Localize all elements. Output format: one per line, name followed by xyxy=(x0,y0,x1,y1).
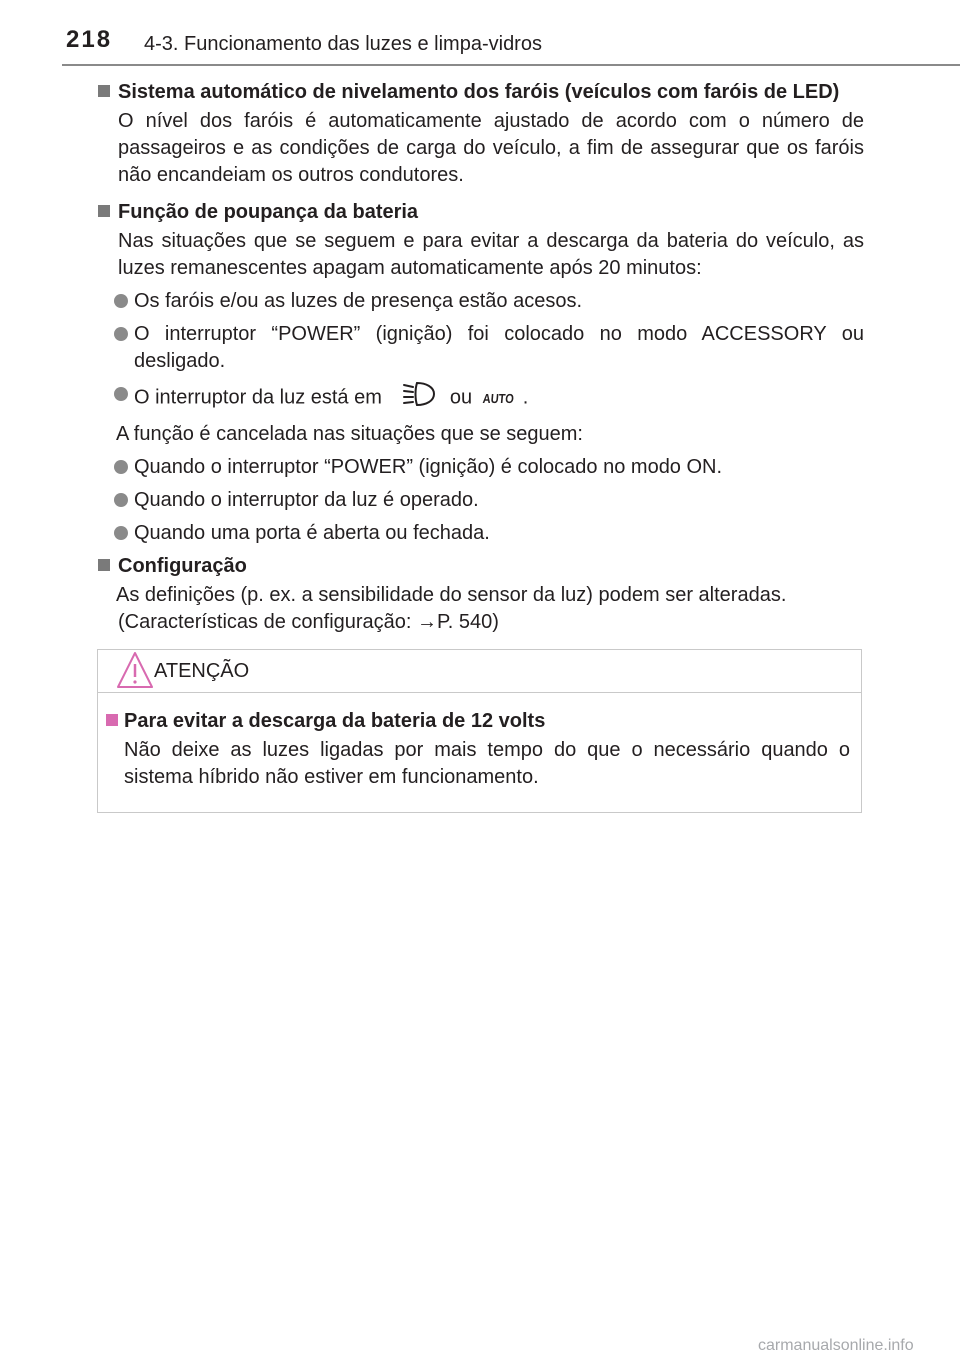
auto-icon: AUTO xyxy=(482,390,515,406)
page-content xyxy=(98,79,864,642)
config-reference: (Características de configuração: →P. 540) xyxy=(118,611,499,633)
warning-box xyxy=(97,649,862,813)
warning-triangle-icon xyxy=(116,650,154,695)
warning-label: ATENÇÃO xyxy=(154,660,250,682)
heading-config: Configuração xyxy=(98,553,864,580)
list-item: Quando o interruptor “POWER” (ignição) é colocado no modo ON. xyxy=(98,454,864,481)
heading-battery: Função de poupança da bateria xyxy=(98,199,864,226)
round-bullet-icon xyxy=(114,460,128,474)
round-bullet-icon xyxy=(114,327,128,341)
round-bullet-icon xyxy=(114,493,128,507)
round-bullet-icon xyxy=(114,294,128,308)
section-title: 4-3. Funcionamento das luzes e limpa-vidros xyxy=(144,33,542,55)
headlight-icon xyxy=(402,381,436,415)
square-bullet-icon xyxy=(98,85,110,97)
round-bullet-icon xyxy=(114,526,128,540)
paragraph-config: As definições (p. ex. a sensibilidade do sensor da luz) podem ser alteradas. xyxy=(116,584,787,606)
paragraph-battery: Nas situações que se seguem e para evitar a descarga da bateria do veículo, as luzes remanescentes apagam automaticamente após 20 minutos: xyxy=(118,230,864,279)
warning-header xyxy=(98,650,861,693)
list-item: Os faróis e/ou as luzes de presença estão acesos. xyxy=(98,288,864,315)
square-bullet-icon xyxy=(98,559,110,571)
warning-text: Não deixe as luzes ligadas por mais tempo do que o necessário quando o sistema híbrido não estiver em funcionamento. xyxy=(124,739,850,788)
page-header xyxy=(0,0,960,70)
round-bullet-icon xyxy=(114,387,128,401)
list-item: O interruptor da luz está em ou AUTO . xyxy=(98,381,864,415)
square-bullet-icon xyxy=(98,205,110,217)
list-item: Quando uma porta é aberta ou fechada. xyxy=(98,520,864,547)
list-item: O interruptor “POWER” (ignição) foi colocado no modo ACCESSORY ou desligado. xyxy=(98,321,864,375)
list-item: Quando o interruptor da luz é operado. xyxy=(98,487,864,514)
warning-title: Para evitar a descarga da bateria de 12 volts xyxy=(106,708,850,735)
watermark: carmanualsonline.info xyxy=(758,1337,914,1354)
warning-body xyxy=(106,708,850,791)
square-bullet-icon xyxy=(106,714,118,726)
paragraph-cancel-intro: A função é cancelada nas situações que se seguem: xyxy=(116,423,583,445)
paragraph-leveling: O nível dos faróis é automaticamente ajustado de acordo com o número de passageiros e as condições de carga do veículo, a fim de assegurar que os faróis não encandeiam os outros condutores. xyxy=(118,110,864,186)
heading-leveling: Sistema automático de nivelamento dos faróis (veículos com faróis de LED) xyxy=(98,79,864,106)
page-number: 218 xyxy=(66,26,113,53)
header-divider xyxy=(62,64,960,66)
